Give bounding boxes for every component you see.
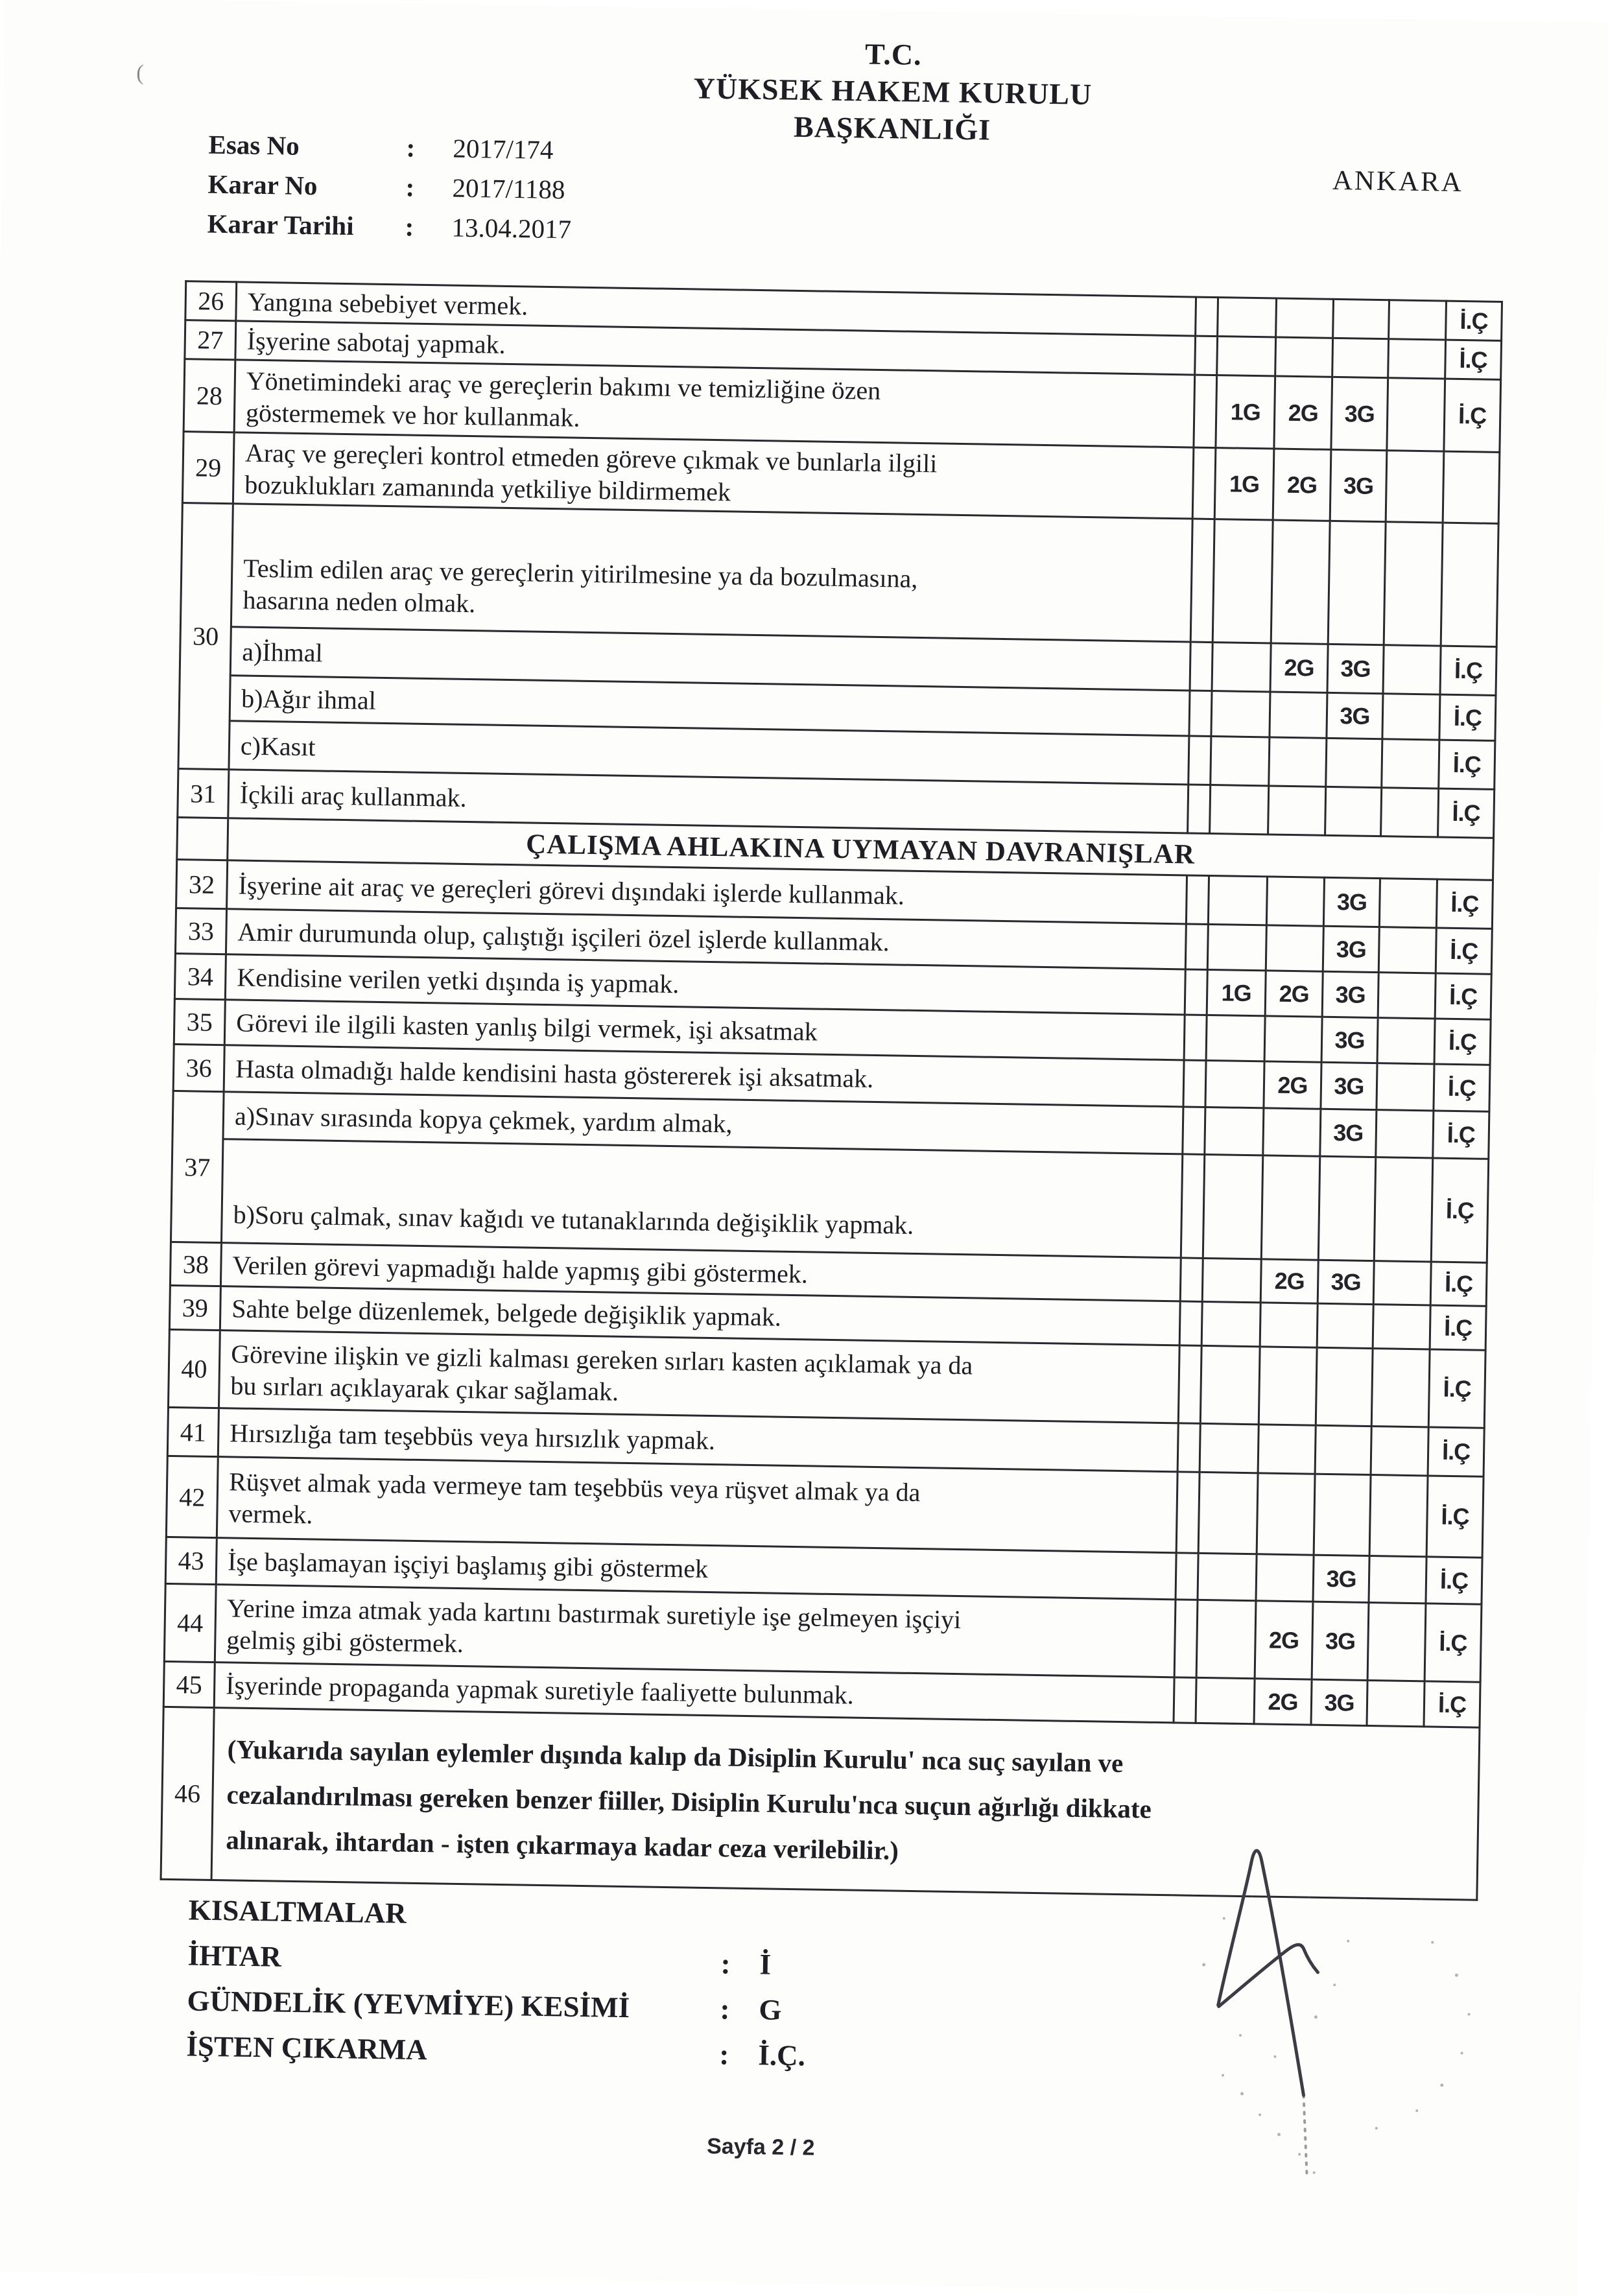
row-number: 28 [183, 359, 235, 432]
row-text: b)Ağır ihmal [230, 676, 1190, 736]
penalty-cell [1179, 1301, 1202, 1346]
meta-colon: : [405, 172, 415, 202]
penalty-cell [1260, 1303, 1318, 1347]
penalty-cell: 2G [1260, 1259, 1318, 1303]
meta-label: Karar No [207, 169, 318, 201]
meta-label: Esas No [208, 129, 300, 161]
penalty-cell [1205, 1060, 1264, 1107]
letterhead [450, 29, 1336, 153]
penalty-cell [1190, 519, 1214, 643]
penalty-cell [1198, 1553, 1257, 1600]
penalty-cell: 2G [1264, 1061, 1321, 1109]
row-text: İşyerinde propaganda yapmak suretiyle faaliyette bulunmak. [214, 1663, 1174, 1723]
penalty-cell [1196, 1677, 1255, 1723]
penalty-cell [1369, 1475, 1428, 1557]
row-number: 27 [185, 320, 236, 360]
row-number: 30 [178, 503, 233, 770]
penalty-cell [1263, 1108, 1321, 1156]
penalty-cell: 3G [1320, 1109, 1377, 1157]
penalty-cell [1381, 788, 1439, 837]
penalty-cell [1276, 298, 1334, 338]
penalty-cell: 2G [1270, 643, 1328, 692]
penalty-cell: İ.Ç [1445, 340, 1502, 379]
penalty-cell [1369, 1556, 1426, 1604]
penalty-cell: 3G [1327, 692, 1383, 739]
penalty-cell [1192, 447, 1216, 519]
penalty-cell: İ.Ç [1430, 1305, 1486, 1350]
penalty-cell [1180, 1258, 1203, 1302]
row-text: Verilen görevi yapmadığı halde yapmış gibi göstermek. [220, 1243, 1181, 1301]
penalty-cell [1389, 300, 1447, 340]
row-text: Rüşvet almak yada vermeye tam teşebbüs veya rüşvet almak ya da vermek. [217, 1457, 1177, 1553]
penalty-cell [1176, 1553, 1198, 1600]
penalty-cell [1200, 1423, 1259, 1473]
penalty-cell: İ.Ç [1425, 1604, 1482, 1682]
row-number: 32 [176, 859, 228, 908]
penalty-cell [1373, 1305, 1430, 1349]
penalty-cell [1269, 737, 1327, 787]
penalty-cell [1174, 1677, 1196, 1723]
row-text: Teslim edilen araç ve gereçlerin yitirilmesine ya da bozulmasına, hasarına neden olmak. [231, 504, 1192, 642]
penalty-cell [1443, 451, 1500, 523]
decision-meta [207, 129, 573, 254]
penalty-cell [1376, 1110, 1434, 1158]
penalty-cell [1196, 297, 1218, 337]
discipline-table [160, 280, 1504, 1901]
letterhead-line-board: YÜKSEK HAKEM KURULU [693, 71, 1093, 112]
penalty-cell: İ.Ç [1435, 973, 1491, 1019]
penalty-cell: İ.Ç [1431, 1158, 1489, 1262]
penalty-cell [1266, 877, 1324, 926]
row-number: 29 [182, 432, 234, 504]
penalty-cell [1326, 738, 1382, 787]
penalty-cell: İ.Ç [1434, 1064, 1490, 1111]
row-text: İşyerine sabotaj yapmak. [235, 321, 1196, 375]
penalty-cell [1258, 1425, 1316, 1474]
penalty-cell: İ.Ç [1430, 1262, 1487, 1306]
penalty-cell: İ.Ç [1436, 928, 1492, 974]
row-text: a)Sınav sırasında kopya çekmek, yardım almak, [223, 1092, 1183, 1154]
discipline-table-body [161, 281, 1502, 1900]
footer-page-number: Sayfa 2 / 2 [706, 2134, 815, 2160]
penalty-cell [1268, 786, 1326, 835]
penalty-cell [1183, 1060, 1206, 1107]
letterhead-line-presidency: BAŞKANLIĞI [793, 110, 991, 147]
scan-artifact: ( [136, 60, 144, 86]
penalty-cell [1367, 1603, 1426, 1681]
penalty-cell [1198, 1472, 1258, 1554]
penalty-cell [1266, 925, 1323, 971]
row-text: Yerine imza atmak yada kartını bastırmak suretiyle işe gelmeyen işçiyi gelmiş gibi göstermek. [215, 1585, 1176, 1677]
abbr-value: İ.Ç. [758, 2039, 806, 2072]
penalty-cell [1382, 694, 1440, 740]
penalty-cell [1190, 642, 1212, 691]
penalty-cell: 3G [1327, 644, 1384, 693]
penalty-cell [1373, 1261, 1431, 1305]
row-number: 42 [166, 1456, 218, 1537]
penalty-cell [1205, 1107, 1264, 1155]
penalty-cell: 2G [1274, 376, 1332, 449]
penalty-cell: 1G [1207, 969, 1266, 1015]
penalty-cell [1371, 1349, 1430, 1427]
abbr-label: GÜNDELİK (YEVMİYE) KESİMİ [187, 1984, 630, 2024]
penalty-cell [1181, 1154, 1205, 1259]
abbr-colon: : [719, 2038, 729, 2071]
row-number: 39 [169, 1285, 220, 1330]
penalty-cell [1183, 1107, 1205, 1155]
penalty-cell [1382, 739, 1439, 788]
penalty-cell [1208, 876, 1267, 925]
row-text: Sahte belge düzenlemek, belgede değişiklik yapmak. [220, 1286, 1180, 1345]
penalty-cell [1441, 523, 1498, 646]
penalty-cell: 3G [1321, 1017, 1378, 1063]
row-number: 34 [174, 953, 226, 999]
penalty-cell: 3G [1321, 1062, 1377, 1109]
row-number: 41 [167, 1407, 219, 1456]
penalty-cell: 3G [1312, 1602, 1369, 1680]
row-text: Kendisine verilen yetki dışında iş yapmak. [225, 954, 1185, 1015]
letterhead-line-tc: T.C. [864, 37, 923, 71]
signature-mark [1181, 1821, 1524, 2215]
penalty-cell: 1G [1214, 448, 1274, 520]
penalty-cell: İ.Ç [1444, 379, 1501, 452]
penalty-cell: İ.Ç [1446, 301, 1502, 340]
penalty-cell: İ.Ç [1428, 1427, 1484, 1476]
meta-value: 2017/174 [453, 133, 554, 165]
penalty-cell [1387, 378, 1445, 451]
penalty-cell: İ.Ç [1439, 740, 1495, 789]
city-label: ANKARA [1332, 165, 1464, 198]
penalty-cell [1377, 1018, 1435, 1064]
penalty-cell: İ.Ç [1428, 1349, 1485, 1428]
abbr-value: İ [759, 1948, 772, 1981]
penalty-cell [1185, 924, 1208, 970]
row-number: 44 [164, 1583, 216, 1662]
penalty-cell: 2G [1254, 1679, 1312, 1725]
penalty-cell [1264, 1016, 1322, 1062]
penalty-cell [1377, 1063, 1434, 1111]
meta-colon: : [406, 132, 416, 163]
row-text: Hasta olmadığı halde kendisini hasta göstererek işi aksatmak. [224, 1045, 1184, 1107]
penalty-cell [1271, 520, 1330, 644]
penalty-cell [1211, 691, 1270, 737]
penalty-cell [1328, 521, 1386, 645]
row-number: 45 [163, 1661, 215, 1707]
penalty-cell [1333, 299, 1389, 338]
meta-label: Karar Tarihi [207, 208, 354, 241]
penalty-cell [1194, 375, 1217, 448]
penalty-cell [1196, 1600, 1256, 1678]
penalty-cell [1218, 298, 1277, 337]
row-number: 37 [171, 1091, 224, 1242]
penalty-cell [1332, 338, 1389, 377]
row-number: 40 [168, 1329, 220, 1408]
abbr-item-isten-cikarma [186, 2023, 805, 2078]
penalty-cell: 3G [1313, 1555, 1369, 1602]
penalty-cell [1184, 1015, 1207, 1061]
penalty-cell [1176, 1472, 1200, 1554]
penalty-cell [1384, 522, 1443, 646]
penalty-cell: 3G [1323, 926, 1379, 972]
penalty-cell [1210, 785, 1269, 834]
row-text: İçkili araç kullanmak. [228, 770, 1188, 833]
penalty-cell [1275, 337, 1333, 377]
row-text: Görevine ilişkin ve gizli kalması gereken sırları kasten açıklamak ya da bu sırları açıklayarak çıkar sağlamak. [219, 1331, 1179, 1423]
row-text: Yönetimindeki araç ve gereçlerin bakımı ve temizliğine özen göstermemek ve hor kullanmak. [234, 360, 1195, 447]
penalty-cell: İ.Ç [1440, 646, 1496, 695]
penalty-cell [1378, 927, 1436, 973]
row-number: 35 [174, 999, 225, 1045]
penalty-cell: 2G [1255, 1601, 1313, 1679]
abbr-label: İŞTEN ÇIKARMA [186, 2030, 428, 2066]
penalty-cell [1270, 692, 1327, 738]
penalty-cell [1315, 1425, 1371, 1474]
penalty-cell [1316, 1347, 1373, 1426]
penalty-cell: 3G [1330, 449, 1387, 521]
row-number: 26 [185, 281, 237, 321]
penalty-cell [1211, 737, 1270, 786]
penalty-cell [1261, 1155, 1320, 1260]
penalty-cell [1367, 1680, 1425, 1726]
penalty-cell [1178, 1345, 1201, 1424]
row-number: 31 [178, 769, 229, 818]
row-text: b)Soru çalmak, sınav kağıdı ve tutanaklarında değişiklik yapmak. [221, 1139, 1182, 1258]
penalty-cell [1371, 1426, 1428, 1476]
penalty-cell: İ.Ç [1433, 1111, 1489, 1159]
penalty-cell [1256, 1554, 1314, 1602]
penalty-cell [1206, 1015, 1265, 1061]
row-text: Amir durumunda olup, çalıştığı işçileri özel işlerde kullanmak. [226, 909, 1186, 969]
penalty-cell: 2G [1265, 971, 1323, 1017]
penalty-cell [1378, 973, 1436, 1019]
abbr-label: İHTAR [187, 1939, 282, 1973]
penalty-cell: İ.Ç [1434, 1019, 1491, 1065]
meta-row-tarih [207, 208, 571, 254]
row-number: 38 [170, 1242, 221, 1286]
meta-row-karar [207, 169, 572, 214]
penalty-cell: 3G [1322, 971, 1378, 1017]
penalty-cell [1188, 736, 1211, 785]
row-text: Yangına sebebiyet vermek. [236, 282, 1196, 336]
penalty-cell: 1G [1216, 375, 1275, 449]
penalty-cell: 3G [1331, 377, 1388, 450]
meta-value: 13.04.2017 [451, 212, 572, 244]
meta-value: 2017/1188 [452, 172, 565, 205]
penalty-cell [1203, 1154, 1263, 1259]
meta-colon: : [405, 211, 414, 242]
table-row [180, 503, 1498, 647]
penalty-cell [1201, 1301, 1260, 1346]
penalty-cell [1185, 969, 1207, 1015]
penalty-cell: İ.Ç [1424, 1681, 1480, 1727]
penalty-cell: 3G [1318, 1260, 1374, 1304]
row-number: 46 [161, 1707, 214, 1880]
penalty-cell [1386, 451, 1444, 523]
row-text: İşe başlamayan işçiyi başlamış gibi göstermek [216, 1538, 1176, 1600]
penalty-cell: İ.Ç [1426, 1476, 1484, 1557]
penalty-cell: İ.Ç [1436, 879, 1493, 929]
abbr-value: G [759, 1993, 782, 2026]
row-text: Araç ve gereçleri kontrol etmeden göreve çıkmak ve bunlarla ilgili bozuklukları zamanında yetkiliye bildirmemek [233, 432, 1194, 519]
penalty-cell [1177, 1423, 1200, 1473]
row-text: (Yukarıda sayılan eylemler dışında kalıp da Disiplin Kurulu' nca suç sayılan ve cezalandırılması gereken benzer fiiller, Disiplin Kurulu'nca suçun ağırlığı dikkate alınarak, ihtardan - işten çıkarmaya kadar ceza verilebilir.) [211, 1708, 1480, 1900]
penalty-cell [1374, 1157, 1433, 1262]
penalty-cell [1186, 875, 1209, 925]
penalty-cell [1202, 1258, 1261, 1302]
row-number: 36 [173, 1044, 224, 1091]
penalty-cell [1217, 337, 1276, 376]
penalty-cell [1388, 339, 1446, 379]
abbr-colon: : [720, 1993, 730, 2026]
penalty-cell [1317, 1303, 1373, 1348]
abbreviations-title: KISALTMALAR [188, 1893, 407, 1930]
penalty-cell [1212, 643, 1271, 692]
penalty-cell [1200, 1345, 1260, 1424]
meta-row-esas [208, 129, 573, 174]
penalty-cell [1257, 1473, 1315, 1555]
penalty-cell [1212, 519, 1273, 643]
penalty-cell [1207, 924, 1266, 970]
penalty-cell: 3G [1311, 1679, 1367, 1725]
row-number [177, 818, 228, 860]
penalty-cell [1314, 1474, 1371, 1556]
penalty-cell [1195, 336, 1218, 375]
row-number: 43 [165, 1537, 217, 1584]
abbr-colon: : [720, 1947, 731, 1980]
discipline-penalty-table [160, 280, 1504, 1901]
row-text: İşyerine ait araç ve gereçleri görevi dışındaki işlerde kullanmak. [227, 860, 1187, 924]
penalty-cell: İ.Ç [1439, 694, 1496, 740]
penalty-cell [1188, 785, 1211, 834]
row-text: Görevi ile ilgili kasten yanlış bilgi vermek, işi aksatmak [224, 1000, 1185, 1060]
row-text: a)İhmal [230, 627, 1190, 691]
row-text: c)Kasıt [229, 721, 1189, 785]
penalty-cell [1174, 1600, 1198, 1678]
penalty-cell: 3G [1323, 877, 1380, 927]
abbreviations [186, 1887, 808, 2078]
penalty-cell [1325, 787, 1382, 836]
table-row [171, 1138, 1488, 1262]
section-title: ÇALIŞMA AHLAKINA UYMAYAN DAVRANIŞLAR [228, 818, 1494, 881]
penalty-cell [1259, 1347, 1317, 1425]
penalty-cell [1318, 1156, 1376, 1260]
penalty-cell [1189, 691, 1212, 737]
penalty-cell [1379, 879, 1437, 928]
penalty-cell: İ.Ç [1426, 1557, 1482, 1604]
penalty-cell [1383, 645, 1441, 694]
penalty-cell: İ.Ç [1438, 788, 1495, 838]
row-number: 33 [175, 908, 226, 954]
penalty-cell: 2G [1273, 449, 1331, 521]
row-text: Hırsızlığa tam teşebbüs veya hırsızlık yapmak. [218, 1408, 1178, 1472]
